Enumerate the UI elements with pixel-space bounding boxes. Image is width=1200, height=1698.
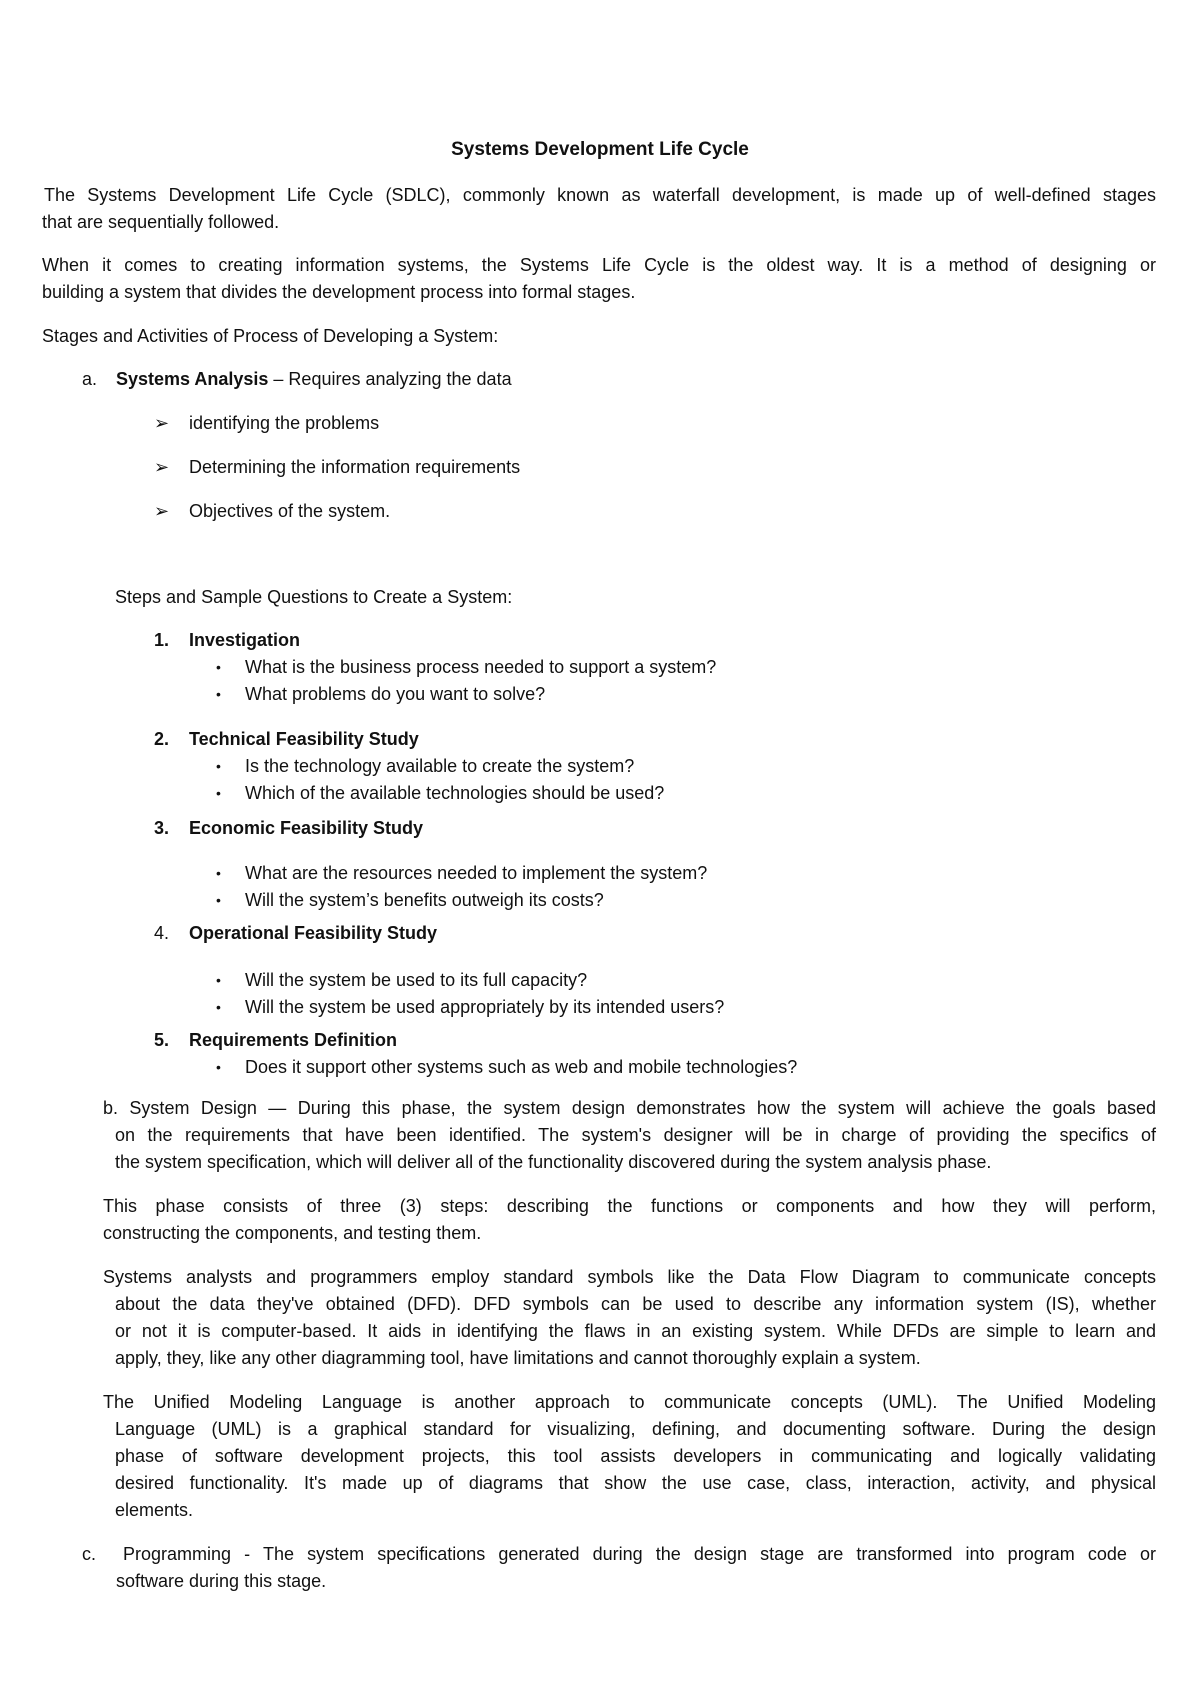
analysis-subitem: Objectives of the system.	[189, 501, 391, 521]
page-title: Systems Development Life Cycle	[451, 139, 749, 160]
step-number: 1.	[154, 630, 170, 650]
design-line-1: b. System Design — During this phase, the system design demonstrates how the system will achieve the goals based	[103, 1098, 1156, 1118]
programming-line-2: software during this stage.	[116, 1571, 327, 1591]
step-number: 5.	[154, 1030, 170, 1050]
step-question: Will the system’s benefits outweigh its costs?	[245, 890, 604, 910]
step-number: 3.	[154, 818, 170, 838]
arrow-bullet-icon: ➢	[154, 457, 170, 477]
bullet-icon: •	[216, 892, 221, 908]
step-question: Which of the available technologies should be used?	[245, 783, 665, 803]
programming-line-1: Programming - The system specifications generated during the design stage are transformed into program code or	[123, 1544, 1156, 1564]
design-paragraph-3-line-4: apply, they, like any other diagramming tool, have limitations and cannot thoroughly explain a system.	[115, 1348, 921, 1368]
step-question: Does it support other systems such as web and mobile technologies?	[245, 1057, 798, 1077]
step-number: 4.	[154, 923, 170, 943]
step-question: What problems do you want to solve?	[245, 684, 546, 704]
intro-paragraph-2-line-2: building a system that divides the development process into formal stages.	[42, 282, 636, 302]
step-question: Will the system be used to its full capacity?	[245, 970, 588, 990]
arrow-bullet-icon: ➢	[154, 501, 170, 521]
design-paragraph-3-line-3: or not it is computer-based. It aids in identifying the flaws in an existing system. While DFDs are simple to learn and	[115, 1321, 1156, 1341]
bullet-icon: •	[216, 659, 221, 675]
design-line-2: on the requirements that have been identified. The system's designer will be in charge of providing the specifics of	[115, 1125, 1156, 1145]
intro-paragraph-1-line-2: that are sequentially followed.	[42, 212, 280, 232]
intro-paragraph-2-line-1: When it comes to creating information systems, the Systems Life Cycle is the oldest way. It is a method of designing or	[42, 255, 1156, 275]
intro-paragraph-1-line-1: The Systems Development Life Cycle (SDLC), commonly known as waterfall development, is made up of well-defined stages	[44, 185, 1156, 205]
step-title: Economic Feasibility Study	[189, 818, 424, 838]
bullet-icon: •	[216, 686, 221, 702]
step-question: Is the technology available to create the system?	[245, 756, 635, 776]
step-question: What is the business process needed to support a system?	[245, 657, 717, 677]
step-title: Requirements Definition	[189, 1030, 398, 1050]
bullet-icon: •	[216, 972, 221, 988]
steps-heading: Steps and Sample Questions to Create a System:	[115, 587, 513, 607]
step-number: 2.	[154, 729, 170, 749]
bullet-icon: •	[216, 865, 221, 881]
design-paragraph-4-line-2: Language (UML) is a graphical standard for visualizing, defining, and documenting software. During the design	[115, 1419, 1156, 1439]
analysis-marker: a.	[82, 369, 98, 389]
step-title: Investigation	[189, 630, 301, 650]
bullet-icon: •	[216, 758, 221, 774]
design-paragraph-3-line-1: Systems analysts and programmers employ standard symbols like the Data Flow Diagram to communicate concepts	[103, 1267, 1156, 1287]
step-question: Will the system be used appropriately by its intended users?	[245, 997, 725, 1017]
programming-marker: c.	[82, 1544, 97, 1564]
design-paragraph-3-line-2: about the data they've obtained (DFD). DFD symbols can be used to describe any information system (IS), whether	[115, 1294, 1156, 1314]
analysis-description: – Requires analyzing the data	[268, 369, 512, 389]
design-paragraph-4-line-5: elements.	[115, 1500, 194, 1520]
stages-heading: Stages and Activities of Process of Developing a System:	[42, 326, 499, 346]
step-title: Operational Feasibility Study	[189, 923, 438, 943]
analysis-subitem: Determining the information requirements	[189, 457, 521, 477]
analysis-label: Systems Analysis	[116, 369, 269, 389]
bullet-icon: •	[216, 999, 221, 1015]
design-line-3: the system specification, which will deliver all of the functionality discovered during the system analysis phase.	[115, 1152, 992, 1172]
design-paragraph-4-line-4: desired functionality. It's made up of diagrams that show the use case, class, interaction, activity, and physical	[115, 1473, 1156, 1493]
step-question: What are the resources needed to implement the system?	[245, 863, 708, 883]
analysis-item	[116, 366, 512, 393]
bullet-icon: •	[216, 1059, 221, 1075]
bullet-icon: •	[216, 785, 221, 801]
design-paragraph-2-line-2: constructing the components, and testing them.	[103, 1223, 482, 1243]
design-paragraph-4-line-3: phase of software development projects, this tool assists developers in communicating and logically validating	[115, 1446, 1156, 1466]
arrow-bullet-icon: ➢	[154, 413, 170, 433]
design-paragraph-2-line-1: This phase consists of three (3) steps: describing the functions or components and how they will perform,	[103, 1196, 1156, 1216]
design-paragraph-4-line-1: The Unified Modeling Language is another approach to communicate concepts (UML). The Unified Modeling	[103, 1392, 1156, 1412]
analysis-subitem: identifying the problems	[189, 413, 380, 433]
step-title: Technical Feasibility Study	[189, 729, 419, 749]
